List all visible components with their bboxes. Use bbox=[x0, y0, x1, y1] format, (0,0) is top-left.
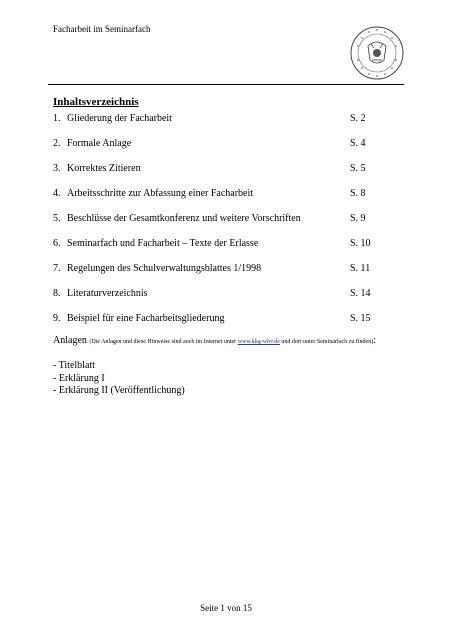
anlagen-item: - Titelblatt bbox=[53, 360, 95, 371]
page-footer: Seite 1 von 15 bbox=[200, 603, 252, 613]
anlagen-note bbox=[53, 335, 413, 348]
toc-item bbox=[53, 113, 373, 127]
anlagen-note-close: und dort unter Seminarfach zu finden) bbox=[279, 339, 374, 345]
toc-item-page: S. 5 bbox=[350, 163, 366, 174]
toc-item-text: Regelungen des Schulverwaltungsblattes 1/1998 bbox=[67, 263, 262, 274]
anlagen-item: - Erklärung II (Veröffentlichung) bbox=[53, 385, 185, 396]
anlagen-note-open: (Die Anlagen und diese Hinweise sind auch im Internet unter bbox=[89, 339, 238, 345]
toc-item-number: 2. bbox=[53, 138, 61, 149]
toc-item-number: 8. bbox=[53, 288, 61, 299]
toc-item-text: Beispiel für eine Facharbeitsgliederung bbox=[67, 313, 225, 324]
toc-item-number: 9. bbox=[53, 313, 61, 324]
toc-item-number: 4. bbox=[53, 188, 61, 199]
toc-item-page: S. 2 bbox=[350, 113, 366, 124]
toc-item bbox=[53, 213, 373, 227]
toc-item-page: S. 8 bbox=[350, 188, 366, 199]
toc-item bbox=[53, 188, 373, 202]
toc-item-text: Beschlüsse der Gesamtkonferenz und weitere Vorschriften bbox=[67, 213, 301, 224]
toc-item-number: 1. bbox=[53, 113, 61, 124]
toc-item-number: 5. bbox=[53, 213, 61, 224]
toc-item bbox=[53, 163, 373, 177]
toc-item bbox=[53, 313, 373, 327]
toc-item-text: Formale Anlage bbox=[67, 138, 132, 149]
toc-item-page: S. 14 bbox=[350, 288, 371, 299]
anlagen-label: Anlagen bbox=[53, 335, 87, 346]
website-link[interactable]: www.kkg-whv.de bbox=[237, 339, 280, 345]
toc-item-page: S. 15 bbox=[350, 313, 371, 324]
toc-item-number: 7. bbox=[53, 263, 61, 274]
toc-heading: Inhaltsverzeichnis bbox=[53, 96, 139, 108]
toc-item bbox=[53, 263, 373, 277]
toc-item-page: S. 4 bbox=[350, 138, 366, 149]
anlagen-list bbox=[53, 360, 185, 398]
header-title: Facharbeit im Seminarfach bbox=[53, 24, 151, 34]
toc-item-number: 6. bbox=[53, 238, 61, 249]
header-divider bbox=[48, 84, 404, 85]
toc-item bbox=[53, 238, 373, 252]
toc-item-page: S. 11 bbox=[350, 263, 371, 274]
toc-item-page: S. 9 bbox=[350, 213, 366, 224]
anlagen-item: - Erklärung I bbox=[53, 372, 105, 384]
toc-item bbox=[53, 138, 373, 152]
toc-item-number: 3. bbox=[53, 163, 61, 174]
toc-item bbox=[53, 288, 373, 302]
toc-item-page: S. 10 bbox=[350, 238, 371, 249]
school-seal-icon bbox=[348, 24, 406, 82]
toc-item-text: Seminarfach und Facharbeit – Texte der Erlasse bbox=[67, 238, 259, 249]
anlagen-colon: : bbox=[373, 335, 376, 346]
toc-item-text: Gliederung der Facharbeit bbox=[67, 113, 172, 124]
toc-item-text: Arbeitsschritte zur Abfassung einer Facharbeit bbox=[67, 188, 254, 199]
toc-item-text: Korrektes Zitieren bbox=[67, 163, 141, 174]
toc-item-text: Literaturverzeichnis bbox=[67, 288, 148, 299]
